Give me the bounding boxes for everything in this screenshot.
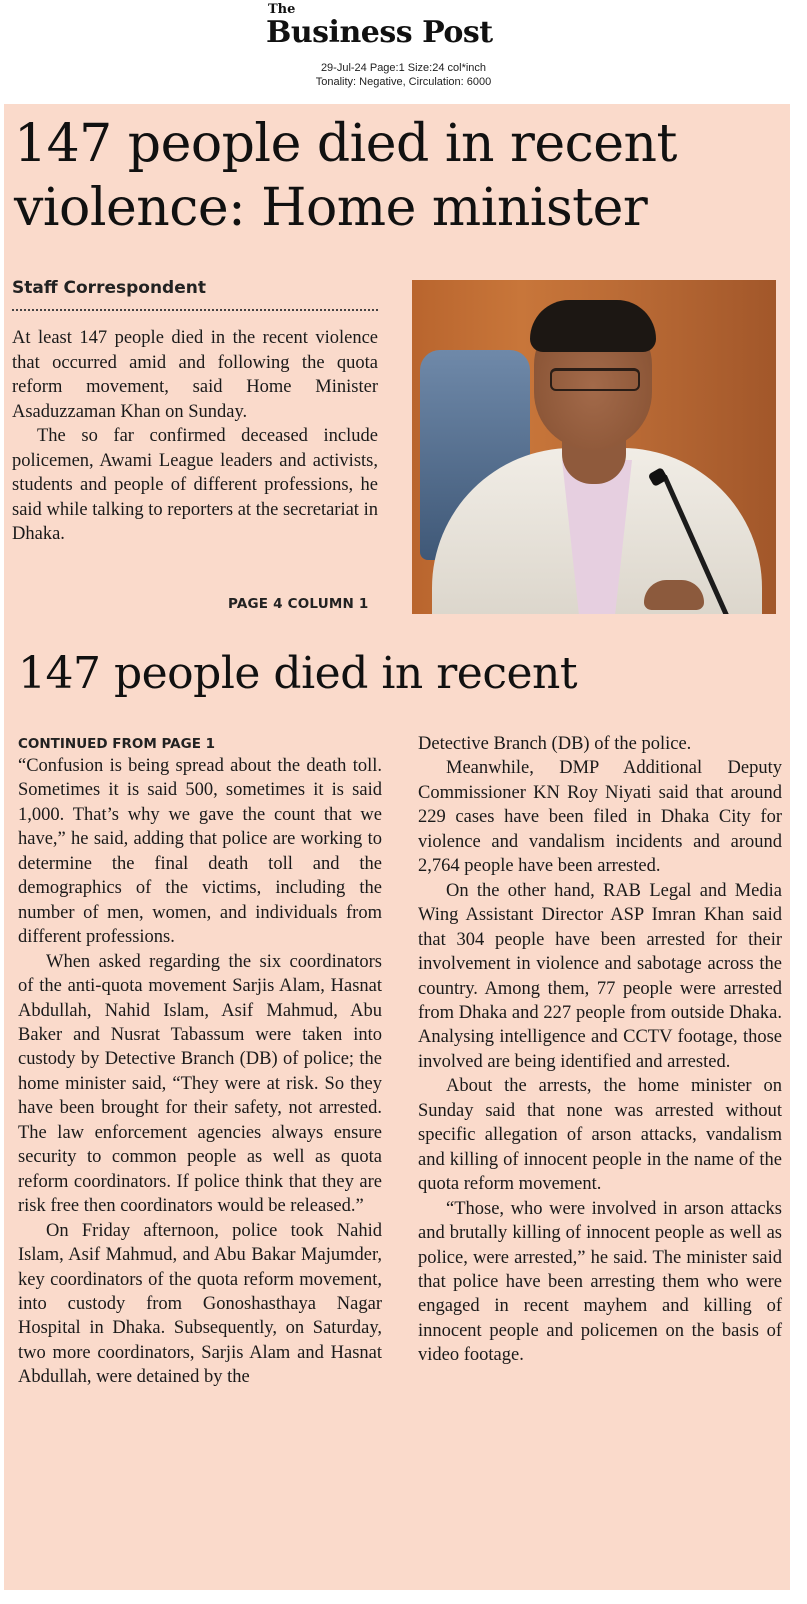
- masthead: [0, 0, 807, 100]
- glasses-shape: [550, 368, 640, 391]
- front-headline-line1: 147 people died in recent: [14, 114, 677, 174]
- byline: Staff Correspondent: [12, 278, 206, 298]
- hand-shape: [644, 580, 704, 610]
- continuation-headline: 147 people died in recent: [18, 648, 578, 699]
- paragraph: On the other hand, RAB Legal and Media Wing Assistant Director ASP Imran Khan said that 304 people have been arrested for their involvement in violence and sabotage across the country. Among them, 77 people were arrested from Dhaka and 227 people from outside Dhaka. Analysing intelligence and CCTV footage, those involved are being identified and arrested.: [418, 880, 782, 1072]
- paragraph: When asked regarding the six coordinators of the anti-quota movement Sarjis Alam, Hasnat Abdullah, Nahid Islam, Asif Mahmud, Abu Baker and Nusrat Tabassum were taken into custody by Detective Branch (DB) of police; the home minister said, “They were at risk. So they have been brought for their safety, not arrested. The law enforcement agencies always ensure security to common people as well as quota reform coordinators. If police think that they are risk free then coordinators would be released.”: [18, 951, 382, 1217]
- paragraph: “Confusion is being spread about the death toll. Sometimes it is said 500, sometimes it is said 1,000. That’s why we gave the count that we have,” he said, adding that police are working to determine the final death toll and the demographics of the victims, including the number of men, women, and individuals from different professions.: [18, 756, 382, 948]
- paragraph: Detective Branch (DB) of the police.: [418, 734, 692, 754]
- article-column-left: [18, 734, 382, 1390]
- paragraph: On Friday afternoon, police took Nahid Islam, Asif Mahmud, and Abu Bakar Majumder, key coordinators of the quota reform movement, into custody from Gonoshasthaya Nagar Hospital in Dhaka. Subsequently, on Saturday, two more coordinators, Sarjis Alam and Hasnat Abdullah, were detained by the: [18, 1220, 382, 1388]
- lead-paragraph-2: The so far confirmed deceased include policemen, Awami League leaders and activists, students and people of different professions, he said while talking to reporters at the secretariat in Dhaka.: [12, 426, 378, 544]
- article-column-right: [418, 732, 782, 1368]
- brand-logo: Business Post: [266, 15, 493, 50]
- minister-photo: [412, 280, 776, 614]
- byline-divider: [12, 309, 378, 311]
- hair-shape: [530, 300, 656, 352]
- paragraph: About the arrests, the home minister on Sunday said that none was arrested without specific allegation of arson attacks, vandalism and killing of innocent people in the name of the quota reform movement.: [418, 1076, 782, 1195]
- paragraph: “Those, who were involved in arson attacks and brutally killing of innocent people as well as police, were arrested,” he said. The minister said that police have been arresting them who were engaged in recent mayhem and killing of innocent people and policemen on the basis of video footage.: [418, 1198, 782, 1366]
- jump-reference: PAGE 4 COLUMN 1: [228, 596, 369, 612]
- lead-text: [12, 326, 378, 547]
- brand-the: The: [268, 2, 296, 17]
- clip-meta-tonality: Tonality: Negative, Circulation: 6000: [315, 76, 492, 88]
- lead-paragraph-1: At least 147 people died in the recent violence that occurred amid and following the quota reform movement, said Home Minister Asaduzzaman Khan on Sunday.: [12, 328, 378, 422]
- clip-meta-date-size: 29-Jul-24 Page:1 Size:24 col*inch: [320, 62, 487, 74]
- paragraph: Meanwhile, DMP Additional Deputy Commissioner KN Roy Niyati said that around 229 cases have been filed in Dhaka City for violence and vandalism incidents and around 2,764 people have been arrested.: [418, 758, 782, 877]
- continued-label: CONTINUED FROM PAGE 1: [18, 736, 216, 752]
- front-headline-line2: violence: Home minister: [14, 178, 648, 238]
- front-headline: [14, 112, 784, 240]
